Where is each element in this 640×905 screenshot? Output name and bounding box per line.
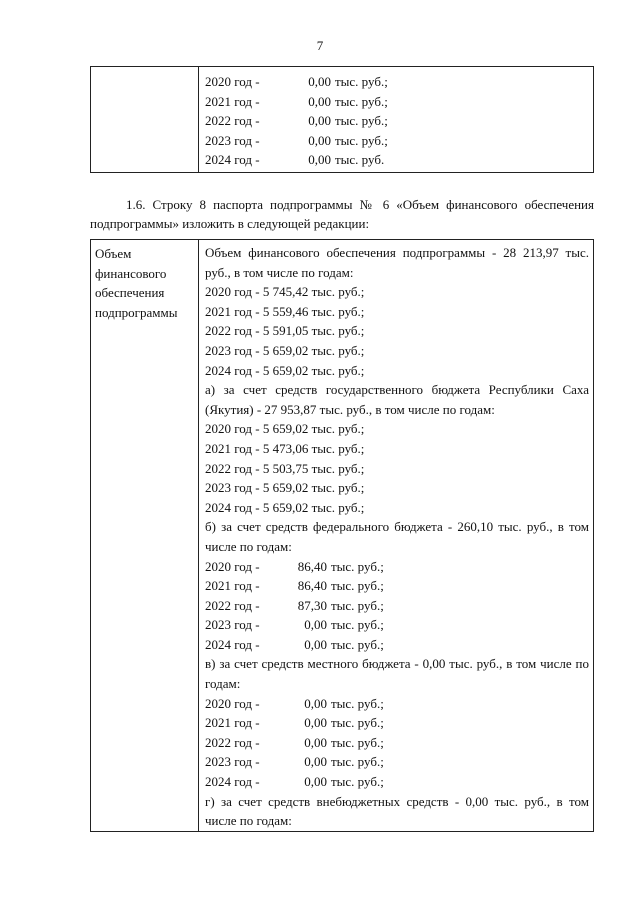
values-cell [199, 67, 594, 173]
amount: 86,40 [297, 558, 327, 574]
amount: 0,00 [304, 715, 327, 731]
year: 2022 год - [205, 113, 260, 129]
unit: тыс. руб.; [331, 715, 384, 731]
unit: тыс. руб.; [335, 74, 388, 89]
federal-budget-text: б) за счет средств федерального бюджета - 260,10 тыс. руб., в том числе по годам: [205, 519, 589, 554]
state-year-row: 2022 год - 5 503,75 тыс. руб.; [205, 460, 365, 476]
year: 2020 год - [205, 74, 260, 89]
row-label: Объем финансового обеспечения подпрограммы [95, 246, 178, 320]
label-cell [91, 240, 199, 832]
state-budget-text: а) за счет средств государственного бюджета Республики Саха (Якутия) - 27 953,87 тыс. руб., в том числе по годам: [205, 382, 589, 417]
local-year-row [205, 772, 589, 792]
federal-year-row [205, 615, 589, 635]
year: 2021 год - [205, 578, 260, 594]
label-cell-empty [91, 67, 199, 173]
year: 2020 год - [205, 558, 260, 574]
amount: 0,00 [308, 152, 331, 168]
local-year-row [205, 752, 589, 772]
year: 2024 год - [205, 774, 260, 790]
year-row [205, 92, 589, 112]
total-year-row: 2020 год - 5 745,42 тыс. руб.; [205, 284, 365, 300]
year: 2024 год - [205, 636, 260, 652]
subprogram-financing-table [90, 239, 594, 832]
amount: 87,30 [297, 597, 327, 613]
amount: 0,00 [308, 74, 331, 89]
year: 2023 год - [205, 132, 260, 148]
year: 2022 год - [205, 597, 260, 613]
local-year-row [205, 733, 589, 753]
year: 2022 год - [205, 734, 260, 750]
year-row [205, 111, 589, 131]
amount: 0,00 [308, 113, 331, 129]
total-year-row: 2021 год - 5 559,46 тыс. руб.; [205, 303, 365, 319]
extrabudget-text: г) за счет средств внебюджетных средств - 0,00 тыс. руб., в том числе по годам: [205, 793, 589, 829]
amount: 0,00 [304, 774, 327, 790]
state-year-row: 2021 год - 5 473,06 тыс. руб.; [205, 440, 365, 456]
values-cell [199, 240, 594, 832]
total-text: Объем финансового обеспечения подпрограммы - 28 213,97 тыс. руб., в том числе по годам: [205, 245, 589, 280]
year: 2023 год - [205, 617, 260, 633]
amount: 0,00 [304, 617, 327, 633]
amount: 86,40 [297, 578, 327, 594]
year-row [205, 72, 589, 92]
unit: тыс. руб.; [331, 774, 384, 790]
unit: тыс. руб.; [331, 578, 384, 594]
page-number: 7 [316, 38, 324, 53]
table-row [91, 67, 594, 173]
local-year-row [205, 694, 589, 714]
amount: 0,00 [308, 93, 331, 109]
unit: тыс. руб.; [331, 695, 384, 711]
year-row [205, 150, 589, 170]
year: 2020 год - [205, 695, 260, 711]
year: 2023 год - [205, 754, 260, 770]
table-row [91, 240, 594, 832]
total-year-row: 2024 год - 5 659,02 тыс. руб.; [205, 362, 365, 378]
unit: тыс. руб.; [335, 113, 388, 129]
amount: 0,00 [304, 636, 327, 652]
federal-year-row [205, 596, 589, 616]
amount: 0,00 [304, 695, 327, 711]
local-budget-text: в) за счет средств местного бюджета - 0,00 тыс. руб., в том числе по годам: [205, 656, 589, 692]
year: 2024 год - [205, 152, 260, 168]
amount: 0,00 [304, 754, 327, 770]
unit: тыс. руб.; [331, 597, 384, 613]
unit: тыс. руб. [335, 152, 385, 168]
total-year-row: 2022 год - 5 591,05 тыс. руб.; [205, 323, 365, 339]
unit: тыс. руб.; [335, 93, 388, 109]
intro-paragraph: 1.6. Строку 8 паспорта подпрограммы № 6 «Объем финансового обеспечения подпрограммы» изложить в следующей редакции: [90, 197, 594, 231]
amount: 0,00 [304, 734, 327, 750]
unit: тыс. руб.; [331, 754, 384, 770]
unit: тыс. руб.; [331, 636, 384, 652]
financing-table-continued [90, 66, 594, 173]
local-year-row [205, 713, 589, 733]
total-year-row: 2023 год - 5 659,02 тыс. руб.; [205, 342, 365, 358]
unit: тыс. руб.; [331, 734, 384, 750]
year: 2021 год - [205, 715, 260, 731]
unit: тыс. руб.; [331, 558, 384, 574]
amount: 0,00 [308, 132, 331, 148]
federal-year-row [205, 557, 589, 577]
state-year-row: 2024 год - 5 659,02 тыс. руб.; [205, 499, 365, 515]
state-year-row: 2023 год - 5 659,02 тыс. руб.; [205, 480, 365, 496]
state-year-row: 2020 год - 5 659,02 тыс. руб.; [205, 421, 365, 437]
unit: тыс. руб.; [331, 617, 384, 633]
year-row [205, 131, 589, 151]
unit: тыс. руб.; [335, 132, 388, 148]
federal-year-row [205, 576, 589, 596]
year: 2021 год - [205, 93, 260, 109]
federal-year-row [205, 635, 589, 655]
